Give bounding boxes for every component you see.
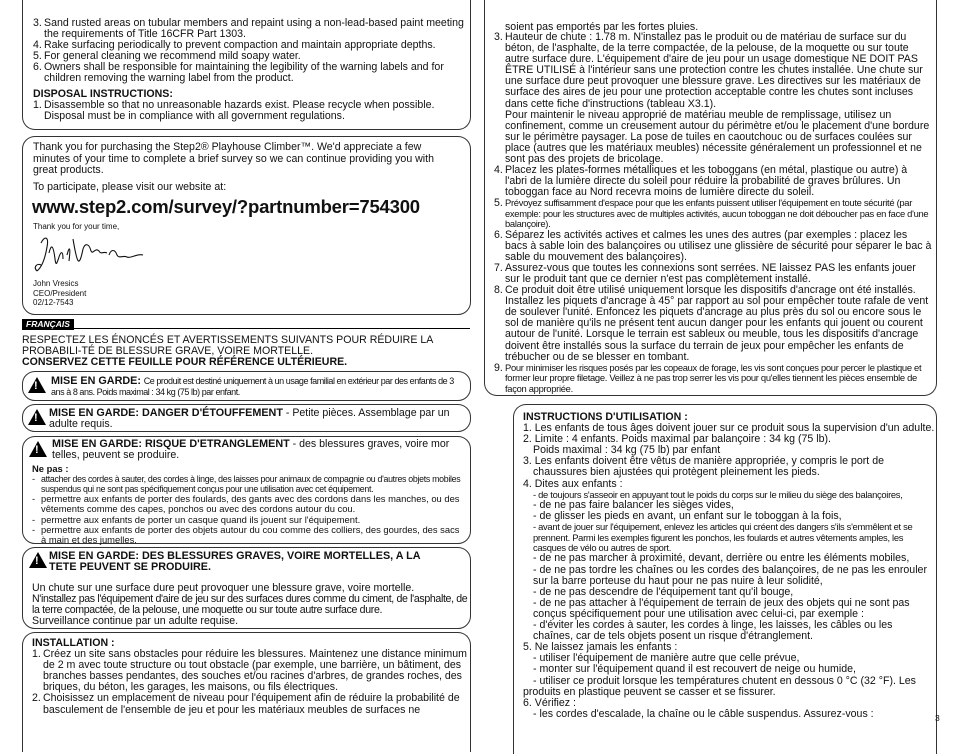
usage-line: - de glisser les pieds en avant, un enfant sur le toboggan à la fois,: [533, 510, 842, 523]
list-item: [494, 198, 932, 229]
item-number: 3.: [494, 31, 503, 43]
warning-text: - des blessures graves, voire mor telles, peuvent se produire.: [52, 438, 450, 462]
usage-list: [523, 423, 935, 720]
warning-p2: N'installez pas l'équipement d'aire de jeu sur des surfaces dures comme du ciment, de l'asphalte, de la terre compactée, de la pelouse, une moquette ou sur toute autre surface dure.: [32, 593, 468, 617]
item-body: [43, 649, 468, 693]
list-item: [494, 363, 932, 394]
item-text: For general cleaning we recommend mild soapy water.: [44, 50, 301, 63]
item-body: [505, 263, 932, 285]
item-number: 4.: [494, 164, 503, 177]
item-text: permettre aux enfants de porter un casque quand ils jouent sur l'équipement.: [41, 513, 361, 525]
list-item: [32, 693, 468, 715]
item-text: attacher des cordes à sauter, des cordes à linge, des laisses pour animaux de compagnie ou d'autres objets mobiles suspendus qui ne sont pas spécifiquement conçus pour une utilisation avec cet équipement.: [41, 474, 461, 495]
survey-url[interactable]: www.step2.com/survey/?partnumber=754300: [32, 196, 420, 217]
list-item: [494, 285, 932, 363]
usage-line: - de toujours s'asseoir en appuyant tout le poids du corps sur le milieu du siège des balançoires,: [533, 488, 903, 500]
maintenance-box: [22, 0, 471, 130]
warning-head-injury-box: [22, 547, 471, 629]
installation-box: [22, 632, 471, 752]
list-item: [32, 474, 466, 494]
survey-intro: Thank you for purchasing the Step2® Playhouse Climber™. We'd appreciate a few minutes of your time to complete a brief survey so we can continue providing you with great products.: [33, 141, 434, 176]
signer-name: John Vresics: [33, 279, 79, 288]
item-text-extra: Pour maintenir le niveau approprié de matériau meuble de remplissage, utilisez un confinement, comme un creusement autour du périmètre et/ou le placement d'une bordure sur le périmètre paysager. La pose de tuiles en caoutchouc ou de surfaces coulées sur place (autres que les matériaux meubles) nécessite généralement un professionnel et ne sont pas des projets de bricolage.: [505, 108, 930, 166]
page-number: 3: [935, 713, 940, 723]
usage-line: Poids maximal : 34 kg (75 lb) par enfant: [533, 444, 721, 457]
usage-line: 2. Limite : 4 enfants. Poids maximal par balançoire : 34 kg (75 lb).: [523, 433, 831, 446]
usage-line: - les cordes d'escalade, la chaîne ou le câble suspendus. Assurez-vous :: [533, 707, 874, 720]
item-text: Choisissez un emplacement de niveau pour l'équipement afin de réduire la probabilité de basculement de l'ensemble de jeu et pour les matériaux meubles de surfaces ne: [43, 692, 460, 716]
disposal-item: 1. Disassemble so that no unreasonable hazards exist. Please recycle when possible. Disposal must be in compliance with all government regulations.: [33, 99, 435, 123]
usage-heading: INSTRUCTIONS D'UTILISATION :: [523, 411, 688, 423]
warning-usage-box: [22, 371, 471, 401]
item-text: Prévoyez suffisamment d'espace pour que les enfants puissent utiliser l'équipement en toute sécurité (par exemple: pour les structures avec de multiples activités, aucun toboggan ne doit déboucher pas en face d'une balançoire).: [505, 197, 929, 230]
item-body: [43, 693, 468, 715]
list-item: [494, 165, 932, 198]
warning-choking-box: [22, 404, 471, 432]
warning-strangulation-box: [22, 436, 471, 544]
survey-box: [22, 136, 471, 315]
item-text: Rake surfacing periodically to prevent compaction and maintain appropriate depths.: [44, 39, 436, 52]
usage-line: 4. Dites aux enfants :: [523, 477, 623, 490]
warning-title: MISE EN GARDE: DANGER D'ÉTOUFFEMENT: [49, 407, 283, 419]
installation-list: [32, 649, 468, 716]
warning-p1: Un chute sur une surface dure peut provoquer une blessure grave, voire mortelle.: [32, 582, 415, 594]
usage-line: - de ne pas marcher à proximité, devant, derrière ou entre les éléments mobiles,: [533, 552, 910, 565]
item-body: [505, 198, 932, 229]
doc-code: 02/12-7543: [33, 298, 74, 308]
list-item: [494, 263, 932, 285]
dash-marker: -: [32, 473, 36, 485]
warning-text: - Petite pièces. Assemblage par un adulte requis.: [49, 407, 450, 431]
item-text: Ce produit doit être utilisé uniquement lorsque les dispositifs d'ancrage ont été installés. Installez les piquets d'ancrage à 45° par rapport au sol pour empêcher toute rafale de vent de soulever l'unité. Enfoncez les piquets d'ancrage au plus près du sol ou encore sous le sol de manière qu'ils ne présent tent aucun danger pour les enfants qui jouent ou courent autour de l'unité. Lorsque le terrain est sableux ou meuble, tous les dispositifs d'ancrage doivent être installés sous la surface du terrain de jeux pour empêcher les enfants de trébucher ou de se blesser en tombant.: [505, 284, 929, 363]
survey-participate: To participate, please visit our website at:: [33, 181, 227, 193]
usage-line: 5. Ne laissez jamais les enfants :: [523, 641, 678, 654]
usage-line: - de ne pas faire balancer les sièges vides,: [533, 499, 734, 512]
warning-icon: !: [28, 377, 46, 393]
dash-marker: -: [32, 523, 36, 535]
list-item: [494, 230, 932, 263]
usage-line: - avant de jouer sur l'équipement, enlevez les articles qui créent des dangers s'ils s'emmêlent et se prennent. Parmi les exemples figurent les ponchos, les foulards et autres vêtements amples, les casques de vélo ou autres de sport.: [533, 521, 913, 554]
usage-line: 1. Les enfants de tous âges doivent jouer sur ce produit sous la supervision d'un adulte.: [523, 422, 935, 435]
item-body: [505, 32, 932, 165]
item-number: 1.: [32, 648, 41, 661]
usage-line: - utiliser l'équipement de manière autre que celle prévue,: [533, 652, 800, 665]
item-number: 8.: [494, 284, 503, 297]
item-body: [44, 18, 469, 40]
installation-cont: soient pas emportés par les fortes pluies.: [505, 21, 699, 33]
item-body: [505, 165, 932, 198]
language-tag: FRANÇAIS: [22, 319, 74, 330]
usage-line: - de ne pas attacher à l'équipement de terrain de jeux des objets qui ne sont pas conçus spécifiquement pour une utilisation avec celui-ci, par exemple :: [533, 596, 910, 620]
item-body: [505, 230, 932, 263]
item-body: [505, 285, 932, 363]
installation-continued-box: [484, 0, 937, 396]
item-text: Hauteur de chute : 1.78 m. N'installez pas le produit ou de matériau de surface sur du béton, de l'asphalte, de la terre compactée, de la pelouse, de la moquette ou sur toute autre surface dure. L'équipement d'aire de jeu pour un usage domestique NE DOIT PAS ÊTRE UTILISÉ à l'intérieur sans une protection contre les chutes installée. Une chute sur une surface dure peut provoquer une blessure grave. Les directives sur les matériaux de surface des aires de jeu pour une protection acceptable contre les chutes sont incluses dans cette fiche d'instructions (tableau X3.1).: [505, 31, 923, 110]
installation-continued-list: [494, 32, 932, 394]
dash-marker: -: [32, 493, 36, 505]
ne-pas-heading: Ne pas :: [32, 463, 69, 474]
maintenance-list: [33, 18, 469, 85]
item-text: permettre aux enfants de porter des objets autour du cou comme des colliers, des gourdes, des sacs à main et des jumelles.: [41, 523, 460, 546]
item-number: 6.: [33, 61, 42, 74]
warning-title: MISE EN GARDE: DES BLESSURES GRAVES, VOIRE MORTELLES, A LA TETE PEUVENT SE PRODUIRE.: [49, 550, 421, 574]
usage-line: - monter sur l'équipement quand il est recouvert de neige ou humide,: [533, 663, 856, 676]
item-text: Sand rusted areas on tubular members and repaint using a non-lead-based paint meeting the requirements of Title 16CFR Part 1303.: [44, 17, 464, 41]
dash-marker: -: [32, 513, 36, 525]
item-number: 3.: [33, 17, 42, 29]
warning-p3: Surveillance continue par un adulte requise.: [32, 615, 239, 628]
warning-title: MISE EN GARDE:: [51, 375, 141, 387]
item-text: Owners shall be responsible for maintaining the legibility of the warning labels and for children removing the warning label from the product.: [44, 61, 444, 85]
list-item: [32, 494, 466, 514]
survey-thanks: Thank you for your time,: [33, 222, 120, 231]
usage-box: [513, 404, 937, 754]
list-item: [33, 62, 469, 84]
item-number: 9.: [494, 361, 503, 374]
fr-keep-sheet: CONSERVEZ CETTE FEUILLE POUR RÉFÉRENCE ULTÉRIEURE.: [22, 356, 348, 369]
warning-icon: !: [28, 409, 46, 425]
item-number: 2.: [32, 692, 41, 705]
item-text: Séparez les activités actives et calmes les unes des autres (par exemples : placez les bacs à sable loin des balançoires ou utilisez une glissière de sécurité pour séparer le bac à sable du mouvement des balançoires).: [505, 228, 932, 263]
signer-title: CEO/President: [33, 288, 87, 298]
list-item: [33, 18, 469, 40]
usage-line: - de ne pas tordre les chaînes ou les cordes des balançoires, de ne pas les enrouler sur la barre porteuse du haut pour ne pas nuire à leur solidité,: [533, 563, 927, 587]
signature: [33, 233, 145, 275]
usage-line: - d'éviter les cordes à sauter, les cordes à linge, les laisses, les câbles ou les chaînes, car de tels objets posent un risque d'étranglement.: [533, 619, 893, 643]
usage-line: 6. Vérifiez :: [523, 696, 576, 709]
item-number: 6.: [494, 228, 503, 241]
item-text: Créez un site sans obstacles pour réduire les blessures. Maintenez une distance minimum de 2 m avec toute structure ou tout obstacle (par exemple, une barrière, un bâtiment, des branches basses pendantes, des souches et/ou racines d'arbres, de grandes roches, des briques, du béton, les garages, les maisons, ou fils électriques.: [43, 648, 467, 694]
item-body: [44, 62, 469, 84]
disposal-heading: DISPOSAL INSTRUCTIONS:: [33, 88, 173, 100]
item-text: Assurez-vous que toutes les connexions sont serrées. NE laissez PAS les enfants jouer sur le produit tant que ce dernier n'est pas complètement installé.: [505, 261, 916, 285]
item-number: 5.: [33, 50, 42, 63]
item-text: permettre aux enfants de porter des foulards, des gants avec des cordons dans les manches, ou des vêtements comme des capes, ponchos ou avec des cordons autour du cou.: [41, 493, 460, 515]
usage-line: - utiliser ce produit lorsque les températures chutent en dessous 0 °C (32 °F). Les produits en plastique peuvent se casser et se fissurer.: [523, 674, 916, 698]
item-text: Pour minimiser les risques posés par les copeaux de forage, les vis sont conçues pour percer le plastique et former leur propre filetage. Veillez à ne pas trop serrer les vis pour qu'elles tiennent les pièces ensemble de façon appropriée.: [505, 361, 922, 394]
item-number: 5.: [494, 197, 503, 210]
list-item: [494, 32, 932, 165]
item-body: [505, 363, 932, 394]
installation-heading: INSTALLATION :: [32, 637, 115, 649]
warning-icon: !: [29, 441, 47, 457]
fr-intro: RESPECTEZ LES ÉNONCÉS ET AVERTISSEMENTS SUIVANTS POUR RÉDUIRE LA PROBABILI-TÉ DE BLESSURE GRAVE, VOIRE MORTELLE.: [22, 334, 433, 358]
item-text: Placez les plates-formes métalliques et les toboggans (en métal, plastique ou autre) à l'abri de la lumière directe du soleil pour réduire la probabilité de graves brûlures. Un toboggan face au Nord recevra moins de lumière directe du soleil.: [505, 164, 908, 199]
warning-text: Ce produit est destiné uniquement à un usage familial en extérieur par des enfants de 3 ans à 8 ans. Poids maximal : 34 kg (75 lb) par enfant.: [51, 376, 454, 398]
strangulation-list: [32, 474, 466, 545]
usage-line: - de ne pas descendre de l'équipement tant qu'il bouge,: [533, 585, 794, 598]
item-number: 4.: [33, 39, 42, 52]
warning-title: MISE EN GARDE: RISQUE D'ETRANGLEMENT: [52, 438, 290, 450]
usage-line: 3. Les enfants doivent être vêtus de manière appropriée, y compris le port de chaussures bien ajustées qui protègent pleinement les pieds.: [523, 455, 884, 479]
list-item: [32, 525, 466, 545]
language-divider: [22, 319, 470, 329]
warning-icon: !: [29, 552, 47, 568]
item-number: 7.: [494, 261, 503, 274]
list-item: [32, 649, 468, 693]
